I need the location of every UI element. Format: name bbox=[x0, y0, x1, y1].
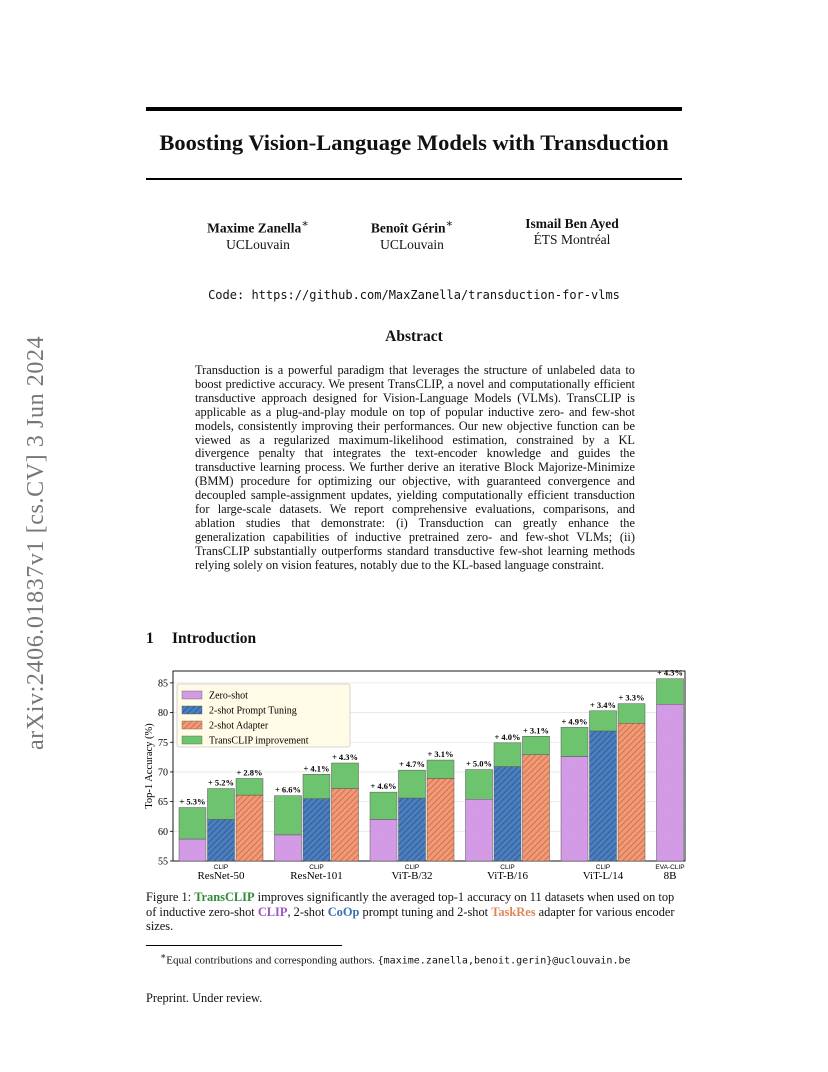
legend-swatch bbox=[182, 721, 202, 729]
y-tick-label: 80 bbox=[158, 708, 168, 720]
group-label: ViT-B/32 bbox=[391, 870, 433, 882]
figure-caption bbox=[146, 890, 686, 934]
author-affiliation: UCLouvain bbox=[380, 236, 444, 252]
bar-improvement bbox=[618, 704, 645, 724]
gain-label: + 3.1% bbox=[427, 749, 454, 760]
bar-prompt bbox=[303, 799, 330, 861]
gain-label: + 6.6% bbox=[274, 784, 302, 795]
family-label: CLIP bbox=[404, 864, 420, 871]
group-label: ViT-B/16 bbox=[486, 870, 529, 882]
bar-improvement bbox=[427, 760, 454, 778]
bar-prompt bbox=[494, 767, 521, 861]
author-3 bbox=[472, 216, 672, 248]
bar-improvement bbox=[657, 679, 684, 705]
caption-prefix: Figure 1: bbox=[146, 890, 195, 904]
author-name: Maxime Zanella bbox=[207, 220, 302, 236]
gain-label: + 3.3% bbox=[618, 692, 645, 703]
bar-improvement bbox=[494, 743, 521, 767]
bar-improvement bbox=[561, 727, 588, 756]
y-axis-label: Top-1 Accuracy (%) bbox=[144, 723, 155, 809]
section-number: 1 bbox=[146, 630, 154, 647]
bar-zero bbox=[466, 799, 493, 861]
title-top-rule bbox=[146, 107, 682, 111]
bar-improvement bbox=[303, 774, 330, 798]
footnote-text: Equal contributions and corresponding authors. bbox=[166, 954, 378, 967]
code-link[interactable]: https://github.com/MaxZanella/transduction-for-vlms bbox=[251, 288, 620, 302]
author-affiliation: ÉTS Montréal bbox=[533, 232, 611, 247]
gain-label: + 3.1% bbox=[522, 725, 550, 736]
gain-label: + 5.0% bbox=[465, 758, 493, 769]
bar-zero bbox=[561, 757, 588, 862]
bar-improvement bbox=[179, 808, 206, 839]
gain-label: + 4.3% bbox=[656, 667, 684, 678]
family-label: CLIP bbox=[309, 864, 324, 871]
bar-improvement bbox=[523, 736, 550, 754]
author-mark: ∗ bbox=[301, 218, 309, 230]
section-heading bbox=[146, 630, 256, 648]
caption-taskres: TaskRes bbox=[491, 904, 536, 919]
family-label: EVA-CLIP bbox=[655, 864, 685, 871]
gain-label: + 3.4% bbox=[589, 699, 617, 710]
bar-improvement bbox=[399, 770, 426, 798]
bar-adapter bbox=[332, 789, 359, 861]
family-label: CLIP bbox=[213, 864, 229, 871]
footnote-mark: ∗ bbox=[160, 951, 167, 961]
author-name: Ismail Ben Ayed bbox=[525, 216, 619, 231]
y-tick-label: 60 bbox=[158, 826, 168, 838]
footnote bbox=[160, 951, 631, 967]
legend-entry: Zero-shot bbox=[209, 690, 248, 702]
gain-label: + 2.8% bbox=[236, 767, 263, 778]
gain-label: + 5.3% bbox=[179, 796, 206, 807]
gain-label: + 4.9% bbox=[561, 716, 588, 727]
y-tick-label: 85 bbox=[158, 678, 168, 690]
group-label: 8B bbox=[663, 870, 677, 882]
family-label: CLIP bbox=[595, 864, 611, 871]
bar-improvement bbox=[370, 792, 397, 819]
bar-adapter bbox=[236, 795, 263, 861]
preprint-note: Preprint. Under review. bbox=[146, 991, 263, 1005]
caption-coop: CoOp bbox=[327, 904, 360, 919]
author-affiliation: UCLouvain bbox=[226, 236, 290, 252]
caption-text-4: adapter for various encoder sizes. bbox=[146, 904, 675, 933]
y-tick-label: 65 bbox=[158, 797, 168, 809]
chart-legend bbox=[177, 684, 350, 747]
footnote-email[interactable]: {maxime.zanella,benoit.gerin}@uclouvain.be bbox=[377, 955, 631, 967]
bar-adapter bbox=[427, 778, 454, 861]
group-label: ResNet-50 bbox=[197, 870, 245, 882]
gain-label: + 4.6% bbox=[370, 781, 397, 792]
caption-text-2: , 2-shot bbox=[287, 904, 328, 919]
family-label: CLIP bbox=[500, 864, 515, 871]
y-tick-label: 70 bbox=[158, 767, 168, 779]
bar-zero bbox=[370, 819, 397, 861]
legend-swatch bbox=[182, 691, 202, 699]
bar-improvement bbox=[466, 770, 493, 800]
code-label: Code: bbox=[208, 288, 252, 302]
bar-prompt bbox=[208, 819, 235, 861]
gain-label: + 4.1% bbox=[303, 763, 330, 774]
accuracy-bar-chart bbox=[140, 665, 690, 887]
legend-entry: TransCLIP improvement bbox=[209, 735, 309, 747]
bar-improvement bbox=[332, 763, 359, 789]
gain-label: + 5.2% bbox=[207, 777, 235, 788]
bar-prompt bbox=[399, 798, 426, 861]
group-label: ResNet-101 bbox=[290, 870, 343, 882]
abstract-text: Transduction is a powerful paradigm that leverages the structure of unlabeled data to boost predictive accuracy. We present TransCLIP, a novel and computationally efficient transductive approach designed for Vision-Language Models (VLMs). TransCLIP is applicable as a plug-and-play module on top of popular inductive zero- and few-shot models, consistently improving their performances. Our new objective function can be viewed as a regularized maximum-likelihood estimation, constrained by a KL divergence penalty that integrates the text-encoder knowledge and guides the transductive learning process. We further derive an iterative Block Majorize-Minimize (BMM) procedure for optimizing our objective, with guaranteed convergence and decoupled sample-assignment updates, yielding computationally efficient transduction for large-scale datasets. We report comprehensive evaluations, comparisons, and ablation studies that demonstrate: (i) Transduction can greatly enhance the generalization capabilities of inductive pretrained zero- and few-shot VLMs; (ii) TransCLIP substantially outperforms standard transductive few-shot learning methods relying solely on vision features, notably due to the KL-based language constraint. bbox=[195, 363, 635, 572]
code-line bbox=[0, 288, 828, 302]
caption-text-1: improves significantly the averaged top-1 accuracy on 11 datasets when used on top of inductive zero-shot bbox=[146, 890, 675, 919]
bar-improvement bbox=[208, 789, 235, 820]
footnote-rule bbox=[146, 945, 342, 946]
author-name: Benoît Gérin bbox=[370, 220, 446, 236]
bar-improvement bbox=[590, 711, 617, 731]
abstract-heading: Abstract bbox=[385, 328, 443, 345]
bar-zero bbox=[275, 835, 302, 861]
y-tick-label: 75 bbox=[158, 737, 168, 749]
bar-zero bbox=[179, 839, 206, 861]
legend-swatch bbox=[182, 736, 202, 744]
legend-entry: 2-shot Adapter bbox=[209, 720, 269, 732]
gain-label: + 4.7% bbox=[398, 759, 426, 770]
paper-title: Boosting Vision-Language Models with Transduction bbox=[159, 130, 669, 155]
group-label: ViT-L/14 bbox=[582, 870, 624, 882]
gain-label: + 4.0% bbox=[494, 731, 521, 742]
author-mark: ∗ bbox=[445, 218, 454, 230]
legend-entry: 2-shot Prompt Tuning bbox=[209, 705, 297, 717]
bar-prompt bbox=[590, 731, 617, 861]
bar-adapter bbox=[523, 755, 550, 861]
bar-zero bbox=[657, 704, 684, 861]
legend-swatch bbox=[182, 706, 202, 714]
caption-transclip: TransCLIP bbox=[194, 890, 255, 904]
bar-adapter bbox=[618, 723, 645, 861]
title-bottom-rule bbox=[146, 178, 682, 180]
gain-label: + 4.3% bbox=[331, 752, 359, 763]
bar-improvement bbox=[275, 796, 302, 835]
bar-improvement bbox=[236, 778, 263, 795]
section-title: Introduction bbox=[172, 630, 257, 647]
arxiv-identifier: arXiv:2406.01837v1 [cs.CV] 3 Jun 2024 bbox=[23, 335, 49, 750]
caption-clip: CLIP bbox=[257, 904, 288, 919]
caption-text-3: prompt tuning and 2-shot bbox=[359, 904, 492, 919]
y-tick-label: 55 bbox=[158, 856, 168, 868]
